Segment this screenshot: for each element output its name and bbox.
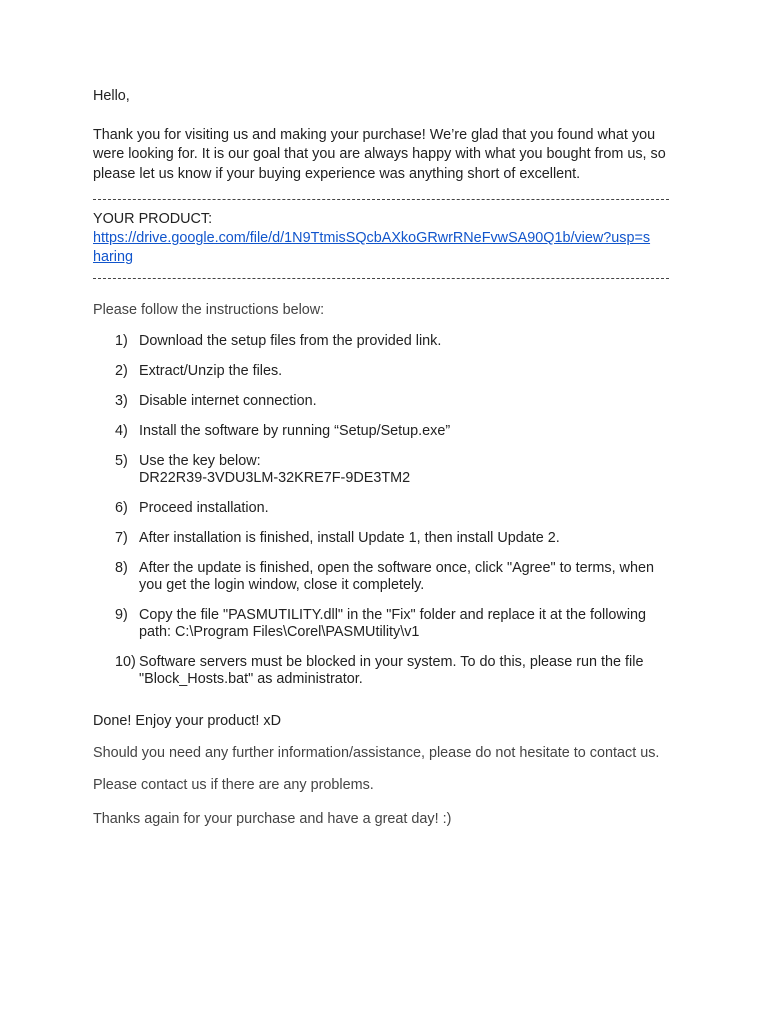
step-item: [93, 500, 673, 517]
contact-message: Please contact us if there are any problems.: [93, 777, 374, 793]
product-link[interactable]: https://drive.google.com/file/d/1N9TtmisSQcbAXkoGRwrRNeFvwSA90Q1b/view?usp=sharing: [93, 230, 651, 265]
step-number: 1): [115, 332, 128, 349]
step-text: After installation is finished, install Update 1, then install Update 2.: [139, 529, 560, 546]
step-text: Software servers must be blocked in your system. To do this, please run the file "Block_Hosts.bat" as administrator.: [139, 653, 644, 687]
step-number: 7): [115, 529, 128, 546]
final-message: Thanks again for your purchase and have a great day! :): [93, 810, 452, 827]
divider-top: [93, 199, 669, 200]
instructions-intro: Please follow the instructions below:: [93, 302, 325, 318]
product-key: DR22R39-3VDU3LM-32KRE7F-9DE3TM2: [139, 469, 411, 486]
step-item: [93, 530, 673, 547]
product-label: YOUR PRODUCT:: [93, 211, 213, 227]
thanks-paragraph: Thank you for visiting us and making your purchase! We’re glad that you found what you were looking for. It is our goal that you are always happy with what you bought from us, so please let us know if your buying experience was anything short of excellent.: [93, 126, 666, 182]
step-item: [93, 333, 673, 350]
divider-bottom: [93, 278, 669, 279]
step-number: 8): [115, 559, 128, 576]
step-number: 6): [115, 499, 128, 516]
step-number: 4): [115, 422, 128, 439]
step-number: 10): [115, 653, 136, 670]
step-text: Copy the file "PASMUTILITY.dll" in the "Fix" folder and replace it at the following path: C:\Program Files\Corel\PASMUtility\v1: [139, 606, 647, 640]
further-info: Should you need any further information/assistance, please do not hesitate to contact us.: [93, 745, 660, 761]
document-body: [93, 87, 673, 829]
step-text: Install the software by running “Setup/Setup.exe”: [139, 422, 451, 439]
step-number: 9): [115, 606, 128, 623]
step-item: [93, 423, 673, 440]
step-number: 2): [115, 362, 128, 379]
step-item: [93, 654, 673, 688]
step-text: Proceed installation.: [139, 499, 269, 516]
step-text: Download the setup files from the provided link.: [139, 332, 442, 349]
step-item: [93, 607, 673, 641]
greeting: Hello,: [93, 88, 130, 104]
step-number: 3): [115, 392, 128, 409]
step-text: Use the key below:: [139, 452, 261, 469]
step-text: Disable internet connection.: [139, 392, 317, 409]
step-text: Extract/Unzip the files.: [139, 362, 283, 379]
step-item: [93, 453, 673, 487]
step-number: 5): [115, 452, 128, 469]
steps-list: [93, 333, 673, 688]
step-item: [93, 363, 673, 380]
step-item: [93, 560, 673, 594]
done-message: Done! Enjoy your product! xD: [93, 712, 281, 729]
step-text: After the update is finished, open the software once, click "Agree" to terms, when you get the login window, close it completely.: [139, 559, 654, 593]
step-item: [93, 393, 673, 410]
